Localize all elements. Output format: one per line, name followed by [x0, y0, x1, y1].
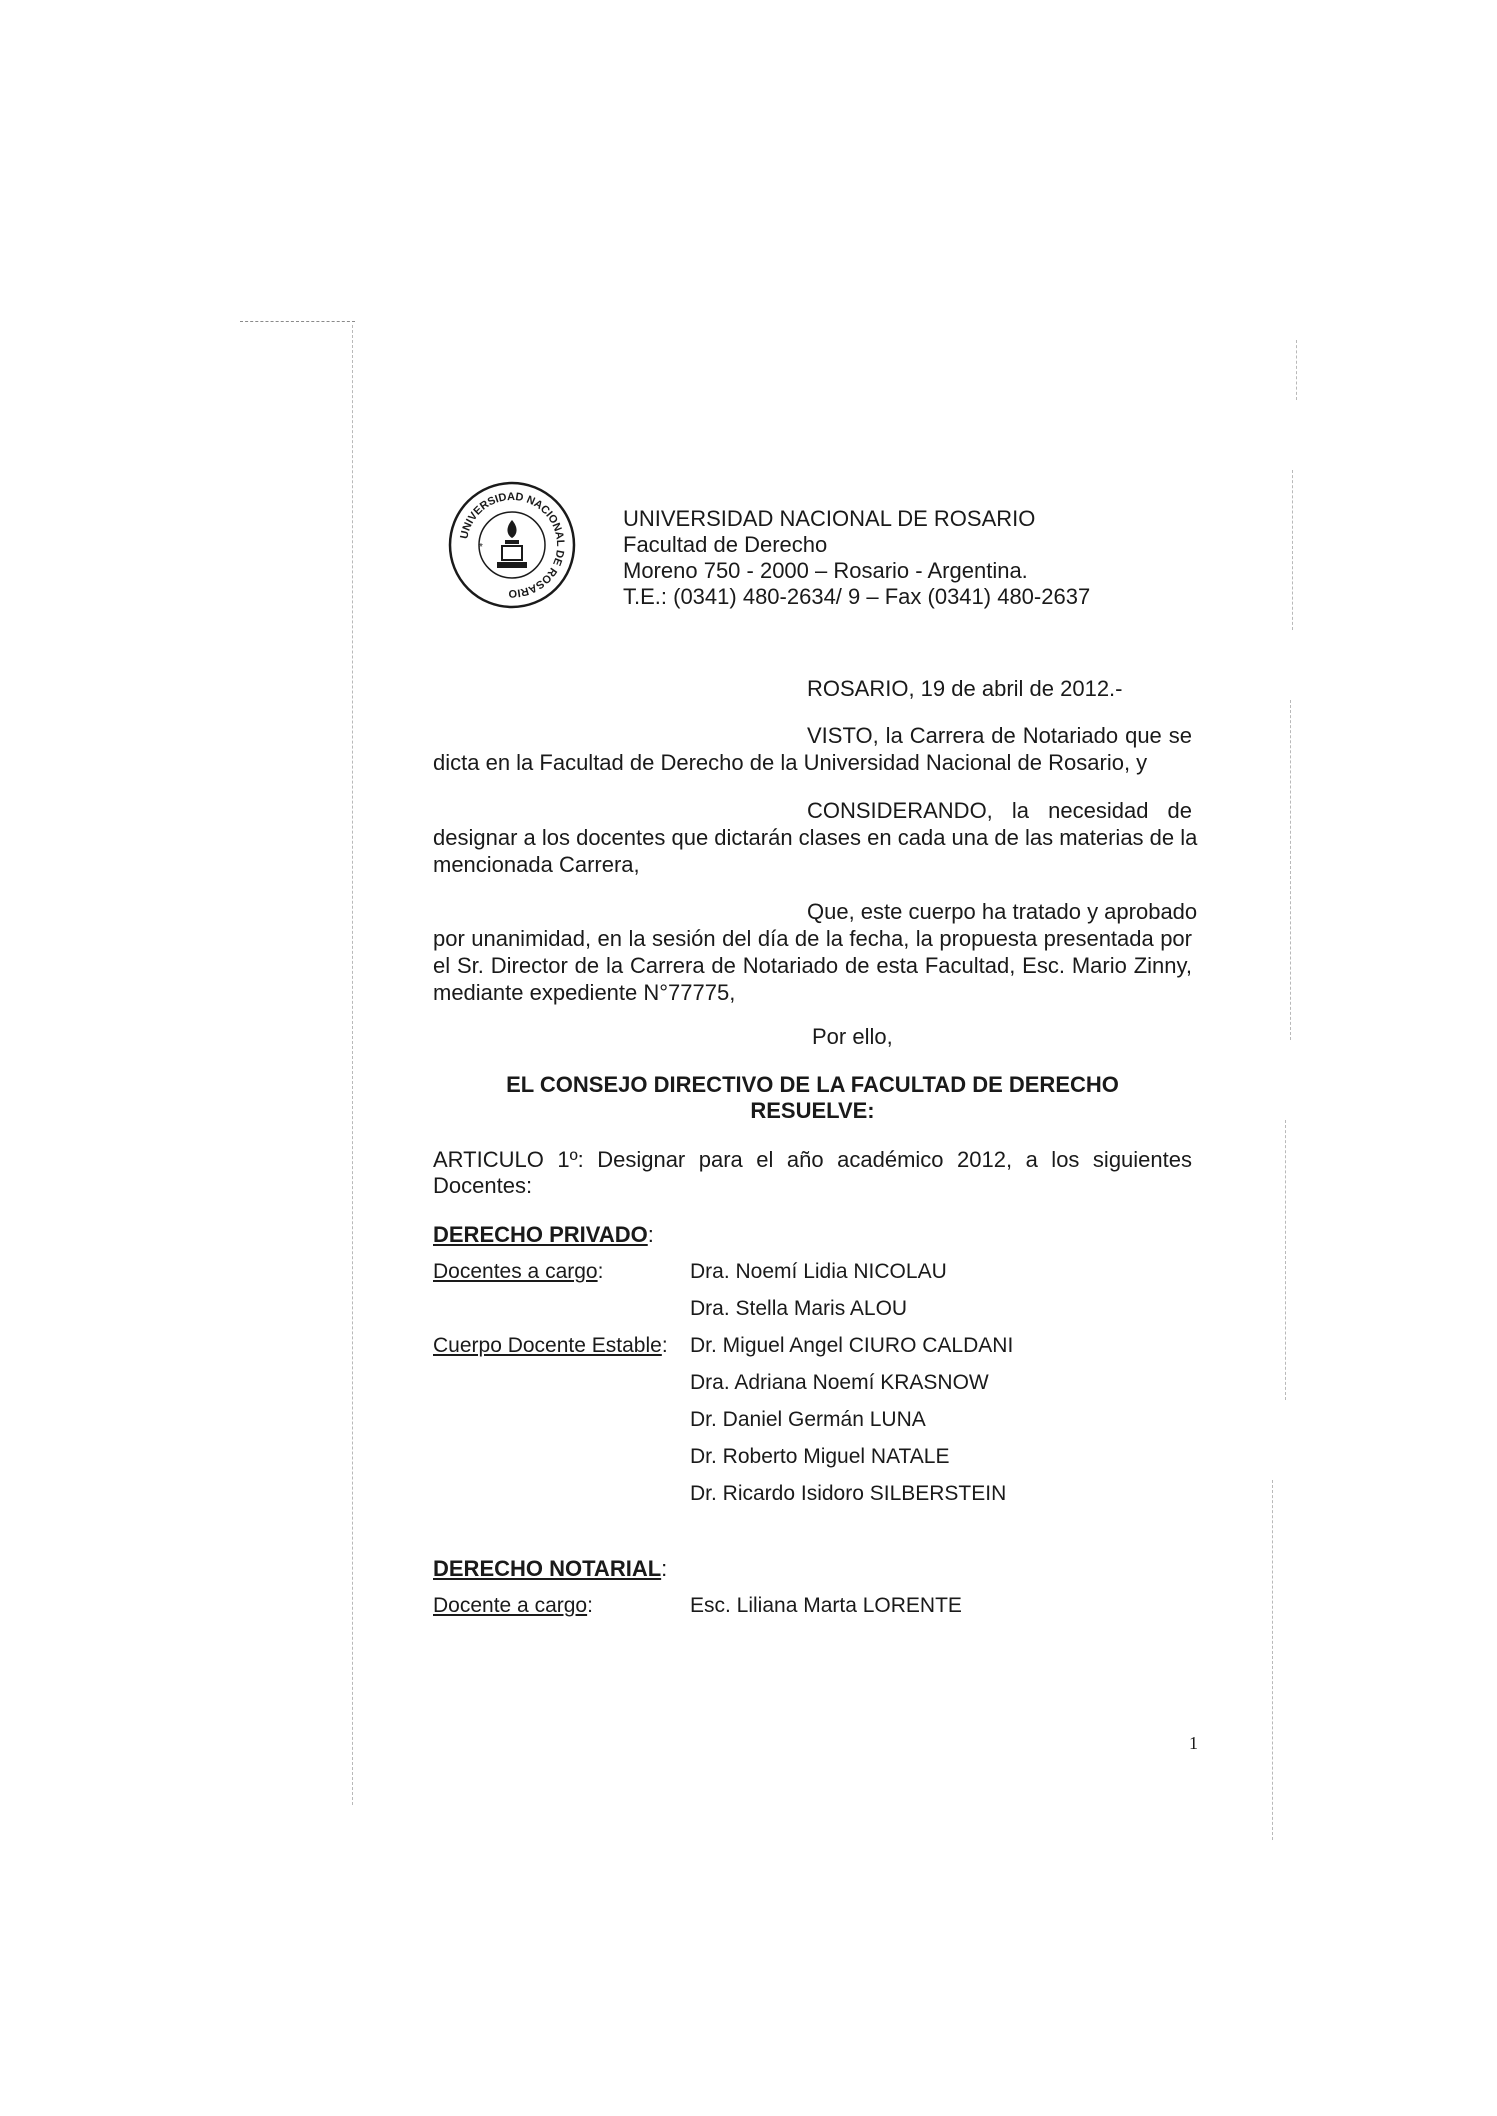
- docente-name: Dr. Daniel Germán LUNA: [690, 1408, 926, 1431]
- visto-first-line: VISTO, la Carrera de Notariado que se: [807, 723, 1192, 748]
- svg-text:UNIVERSIDAD NACIONAL DE ROSARI: UNIVERSIDAD NACIONAL DE ROSARIO: [458, 490, 567, 600]
- visto-rest: dicta en la Facultad de Derecho de la Universidad Nacional de Rosario, y: [433, 750, 1148, 775]
- derecho-privado-colon: :: [647, 1222, 654, 1247]
- considerando-line-3: mencionada Carrera,: [433, 852, 640, 877]
- scan-artifact-left: [352, 325, 353, 1805]
- cuerpo-docente-estable-colon: :: [661, 1334, 668, 1357]
- phone-fax: T.E.: (0341) 480-2634/ 9 – Fax (0341) 480-2637: [623, 584, 1091, 609]
- page-number: 1: [1189, 1733, 1198, 1753]
- cuerpo-docente-estable-label: [433, 1333, 668, 1359]
- considerando-first-line: CONSIDERANDO, la necesidad de: [807, 798, 1192, 823]
- university-seal: [447, 480, 577, 610]
- docente-name: Dr. Ricardo Isidoro SILBERSTEIN: [690, 1482, 1007, 1505]
- scan-artifact-right-4: [1285, 1120, 1286, 1400]
- docente-name: Dra. Stella Maris ALOU: [690, 1297, 908, 1320]
- scan-artifact-right-1: [1296, 340, 1297, 400]
- derecho-privado-title: DERECHO PRIVADO: [433, 1222, 648, 1247]
- docente-a-cargo-text: Docente a cargo: [433, 1594, 588, 1617]
- derecho-notarial-heading: [433, 1555, 667, 1582]
- scan-artifact-right-2: [1292, 470, 1293, 630]
- que-line-3: el Sr. Director de la Carrera de Notariado de esta Facultad, Esc. Mario Zinny,: [433, 953, 1192, 978]
- derecho-notarial-colon: :: [661, 1556, 668, 1581]
- address: Moreno 750 - 2000 – Rosario - Argentina.: [623, 558, 1028, 583]
- university-name: UNIVERSIDAD NACIONAL DE ROSARIO: [623, 506, 1036, 531]
- faculty-name: Facultad de Derecho: [623, 532, 828, 557]
- articulo-line-2: Docentes:: [433, 1173, 533, 1198]
- cuerpo-docente-estable-text: Cuerpo Docente Estable: [433, 1334, 662, 1357]
- derecho-privado-heading: [433, 1221, 654, 1248]
- derecho-notarial-title: DERECHO NOTARIAL: [433, 1556, 662, 1581]
- docentes-a-cargo-text: Docentes a cargo: [433, 1260, 598, 1283]
- resolution-title-line-1: EL CONSEJO DIRECTIVO DE LA FACULTAD DE DERECHO: [506, 1072, 1119, 1097]
- svg-text:*: *: [479, 542, 483, 553]
- docente-a-cargo-label: [433, 1593, 593, 1619]
- docente-name: Esc. Liliana Marta LORENTE: [690, 1594, 962, 1617]
- resolution-title-line-2: RESUELVE:: [750, 1098, 875, 1123]
- considerando-line-2: designar a los docentes que dictarán clases en cada una de las materias de la: [433, 825, 1198, 850]
- scan-artifact-top: [240, 321, 355, 322]
- docente-a-cargo-colon: :: [587, 1594, 593, 1617]
- docentes-a-cargo-colon: :: [597, 1260, 604, 1283]
- docente-name: Dr. Miguel Angel CIURO CALDANI: [690, 1334, 1014, 1357]
- date-line: ROSARIO, 19 de abril de 2012.-: [807, 676, 1123, 701]
- scan-artifact-right-5: [1272, 1480, 1273, 1840]
- por-ello: Por ello,: [812, 1024, 893, 1049]
- docentes-a-cargo-label: [433, 1259, 603, 1285]
- que-line-2: por unanimidad, en la sesión del día de la fecha, la propuesta presentada por: [433, 926, 1192, 951]
- articulo-line-1: ARTICULO 1º: Designar para el año académico 2012, a los siguientes: [433, 1147, 1192, 1172]
- que-first-line: Que, este cuerpo ha tratado y aprobado: [807, 899, 1198, 924]
- docente-name: Dra. Noemí Lidia NICOLAU: [690, 1260, 947, 1283]
- docente-name: Dra. Adriana Noemí KRASNOW: [690, 1371, 989, 1394]
- que-line-4: mediante expediente N°77775,: [433, 980, 736, 1005]
- docente-name: Dr. Roberto Miguel NATALE: [690, 1445, 950, 1468]
- scan-artifact-right-3: [1290, 700, 1291, 1040]
